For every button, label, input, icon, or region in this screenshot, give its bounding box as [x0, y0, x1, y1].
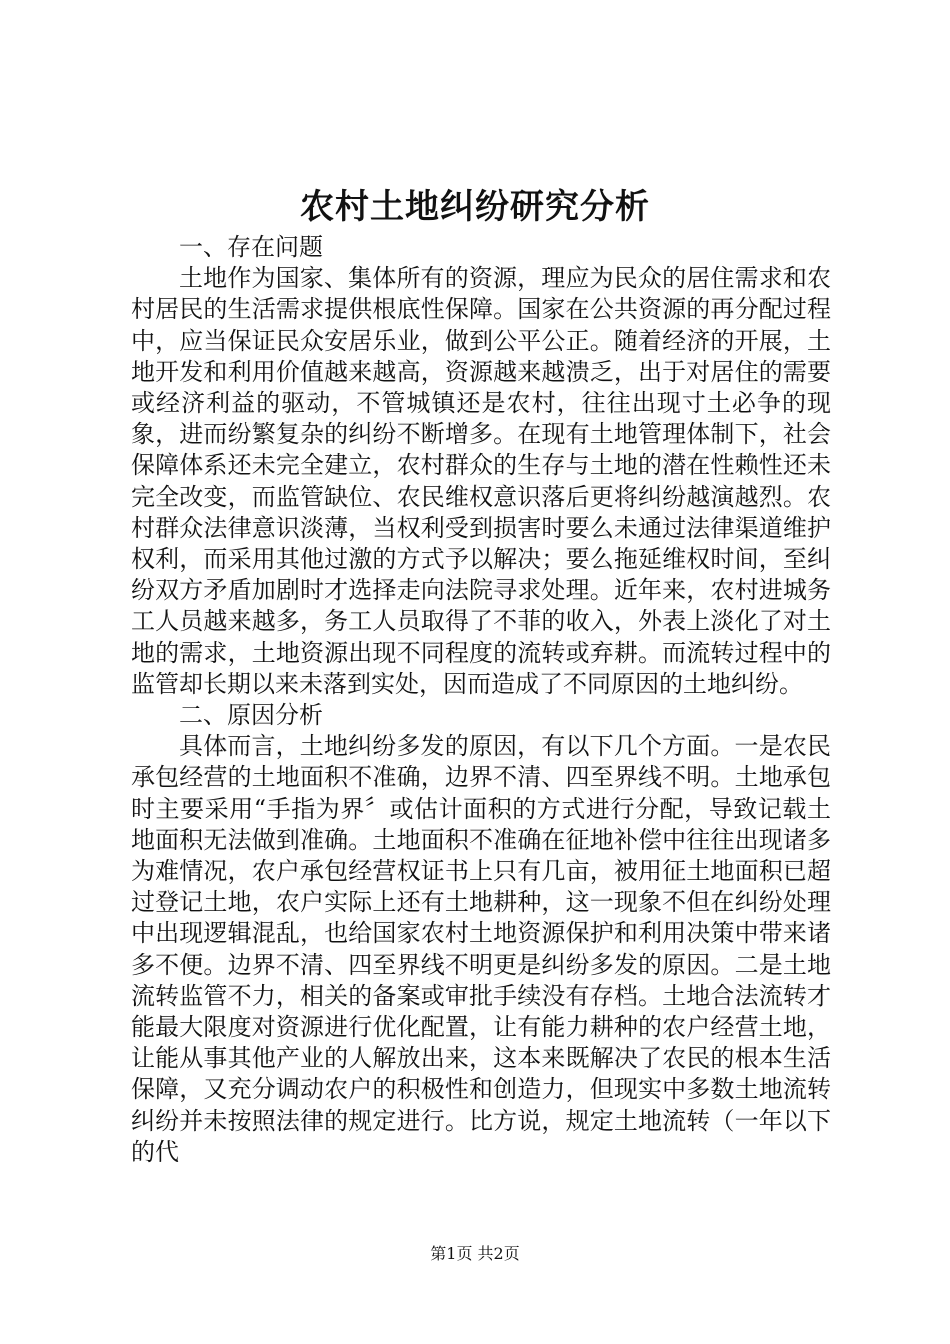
section-heading-problems: 一、存在问题 — [179, 233, 323, 261]
document-title: 农村土地纠纷研究分析 — [300, 187, 650, 227]
section-paragraph-problems: 土地作为国家、集体所有的资源，理应为民众的居住需求和农村居民的生活需求提供根底性保障。国家在公共资源的再分配过程中，应当保证民众安居乐业，做到公平公正。随着经济的开展，土地开发和利用价值越来越高，资源越来越溃乏，出于对居住的需要或经济利益的驱动，不管城镇还是农村，往往出现寸土必争的现象，进而纷繁复杂的纠纷不断增多。在现有土地管理体制下，社会保障体系还未完全建立，农村群众的生存与土地的潜在性赖性还未完全改变，而监管缺位、农民维权意识落后更将纠纷越演越烈。农村群众法律意识淡薄，当权利受到损害时要么未通过法律渠道维护权利，而采用其他过激的方式予以解决；要么拖延维权时间，至纠纷双方矛盾加剧时才选择走向法院寻求处理。近年来，农村进城务工人员越来越多，务工人员取得了不菲的收入，外表上淡化了对土地的需求，土地资源出现不同程度的流转或弃耕。而流转过程中的监管却长期以来未落到实处，因而造成了不同原因的土地纠纷。 — [131, 264, 831, 698]
section-paragraph-causes: 具体而言，土地纠纷多发的原因，有以下几个方面。一是农民承包经营的土地面积不准确，边界不清、四至界线不明。土地承包时主要采用“手指为界〞或估计面积的方式进行分配，导致记载土地面积无法做到准确。土地面积不准确在征地补偿中往往出现诸多为难情况，农户承包经营权证书上只有几亩，被用征土地面积已超过登记土地，农户实际上还有土地耕种，这一现象不但在纠纷处理中出现逻辑混乱，也给国家农村土地资源保护和利用决策中带来诸多不便。边界不清、四至界线不明更是纠纷多发的原因。二是土地流转监管不力，相关的备案或审批手续没有存档。土地合法流转才能最大限度对资源进行优化配置，让有能力耕种的农户经营土地，让能从事其他产业的人解放出来，这本来既解决了农民的根本生活保障，又充分调动农户的积极性和创造力，但现实中多数土地流转纠纷并未按照法律的规定进行。比方说，规定土地流转（一年以下的代 — [131, 732, 831, 1166]
document-body — [131, 232, 831, 1168]
section-heading-causes: 二、原因分析 — [179, 701, 323, 730]
page-footer: 第1页 共2页 — [430, 1244, 520, 1263]
